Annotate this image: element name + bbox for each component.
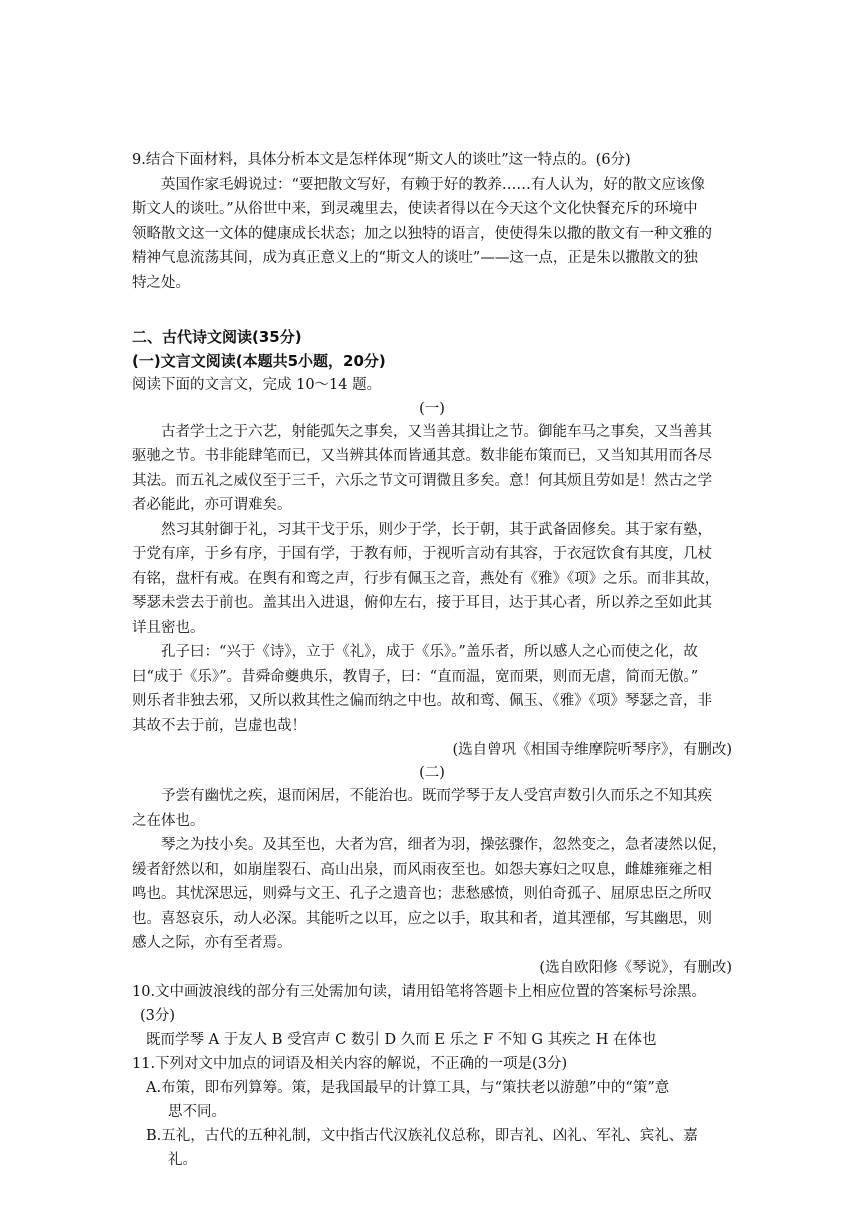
question-9-material-line: 斯文人的谈吐。”从俗世中来，到灵魂里去，使读者得以在今天这个文化快餐充斥的环境中	[132, 201, 698, 217]
passage-line: 有铭，盘杆有戒。在舆有和鸾之声，行步有佩玉之音，燕处有《雅》《项》之乐。而非其故，	[132, 570, 720, 587]
passage-line: 详且密也。	[132, 619, 205, 636]
passage-line: 则乐者非独去邪，又所以救其性之偏而纳之中也。故和鸾、佩玉、《雅》《项》琴瑟之音，非	[132, 693, 712, 709]
question-11-option-b: B.五礼，古代的五种礼制，文中指古代汉族礼仪总称，即吉礼、凶礼、军礼、宾礼、嘉	[146, 1127, 698, 1144]
passage-line: 孔子曰：“兴于《诗》，立于《礼》，成于《乐》。”盖乐者，所以感人之心而使之化，故	[161, 644, 698, 660]
passage-1-paragraph	[132, 518, 732, 641]
passage-line: 其故不去于前，岂虚也哉！	[132, 717, 306, 734]
section-instruction: 阅读下面的文言文，完成 10～14 题。	[132, 377, 382, 393]
question-11-option-a-cont: 思不同。	[168, 1103, 226, 1120]
passage-line: 古者学士之于六艺，射能弧矢之事矣，又当善其揖让之节。御能车马之事矣，又当善其	[161, 423, 712, 440]
passage-1-label: (一)	[419, 400, 445, 417]
passage-line: 于党有庠，于乡有序，于国有学，于教有师，于视听言动有其容，于衣冠饮食有其度，几杖	[132, 546, 712, 562]
question-10-stem: 10.文中画波浪线的部分有三处需加句读，请用铅笔将答题卡上相应位置的答案标号涂黑。	[132, 983, 707, 1000]
passage-line: 曰“成于《乐》”。昔舜命夔典乐，教胄子，曰：“直而温，宽而栗，则而无虐，简而无傲。”	[132, 668, 699, 685]
passage-1-paragraph	[132, 640, 732, 738]
passage-line: 琴之为技小矣。及其至也，大者为宫，细者为羽，操弦骤作，忽然变之，急者凄然以促，	[161, 837, 727, 853]
passage-line: 其法。而五礼之威仪至于三千，六乐之节文可谓微且多矣。意！何其烦且劳如是！然古之学	[132, 472, 712, 489]
passage-line: 予尝有幽忧之疾，退而闲居，不能治也。既而学琴于友人受宫声数引久而乐之不知其疾	[161, 788, 712, 804]
passage-line: 之在体也。	[132, 812, 205, 829]
question-9-material-line: 领略散文这一文体的健康成长状态；加之以独特的语言，使使得朱以撒的散文有一种文雅的	[132, 225, 712, 242]
question-10	[132, 980, 732, 1052]
section-title: 二、古代诗文阅读(35分)	[132, 328, 302, 346]
passage-2	[132, 762, 732, 980]
question-9-material-line: 英国作家毛姆说过：“要把散文写好，有赖于好的教养……有人认为，好的散文应该像	[161, 176, 705, 193]
question-11	[132, 1052, 732, 1172]
passage-line: 驱驰之节。书非能肆笔而已，又当辨其体而皆通其意。数非能布策而已，又当知其用而各尽	[132, 448, 712, 464]
passage-1	[132, 398, 732, 763]
passage-2-paragraph	[132, 833, 732, 956]
question-11-stem: 11.下列对文中加点的词语及相关内容的解说，不正确的一项是(3分)	[132, 1055, 568, 1072]
document-content	[132, 148, 732, 1172]
question-10-score: (3分)	[140, 1007, 176, 1024]
passage-2-paragraph	[132, 784, 732, 833]
question-9	[132, 148, 732, 295]
question-10-options: 既而学琴 A 于友人 B 受宫声 C 数引 D 久而 E 乐之 F 不知 G 其疾之 H 在体也	[146, 1031, 657, 1048]
passage-line: 感人之际，亦有至者焉。	[132, 935, 292, 951]
section-subtitle: (一)文言文阅读(本题共5小题，20分)	[132, 352, 386, 370]
section-2	[132, 325, 732, 398]
question-9-title: 9.结合下面材料，具体分析本文是怎样体现“斯文人的谈吐”这一特点的。(6分)	[132, 152, 631, 168]
passage-2-label: (二)	[419, 765, 445, 781]
question-11-option-a: A.布策，即布列算筹。策，是我国最早的计算工具，与“策扶老以游憩”中的“策”意	[146, 1079, 670, 1096]
question-11-option-b-cont: 礼。	[168, 1151, 197, 1168]
passage-line: 琴瑟未尝去于前也。盖其出入进退，俯仰左右，接于耳目，达于其心者，所以养之至如此其	[132, 595, 712, 611]
spacer	[132, 295, 732, 325]
question-9-material-line: 精神气息流荡其间，成为真正意义上的“斯文人的谈吐”——这一点，正是朱以撒散文的独	[132, 250, 698, 266]
passage-line: 鸣也。其忧深思远，则舜与文王、孔子之遗音也；悲愁感愤，则伯奇孤子、屈原忠臣之所叹	[132, 886, 712, 902]
passage-line: 也。喜怒哀乐，动人必深。其能听之以耳，应之以手，取其和者，道其湮郁，写其幽思，则	[132, 910, 712, 927]
question-9-material-line: 特之处。	[132, 274, 190, 291]
passage-line: 缓者舒然以和，如崩崖裂石、高山出泉，而风雨夜至也。如怨夫寡妇之叹息，雌雄雍雍之相	[132, 861, 712, 878]
passage-line: 者必能此，亦可谓难矣。	[132, 497, 292, 513]
passage-1-paragraph	[132, 420, 732, 518]
passage-2-source: (选自欧阳修《琴说》，有删改)	[539, 959, 732, 976]
passage-1-source: (选自曾巩《相国寺维摩院听琴序》，有删改)	[452, 742, 732, 758]
passage-line: 然习其射御于礼，习其干戈于乐，则少于学，长于朝，其于武备固修矣。其于家有塾，	[161, 521, 712, 538]
